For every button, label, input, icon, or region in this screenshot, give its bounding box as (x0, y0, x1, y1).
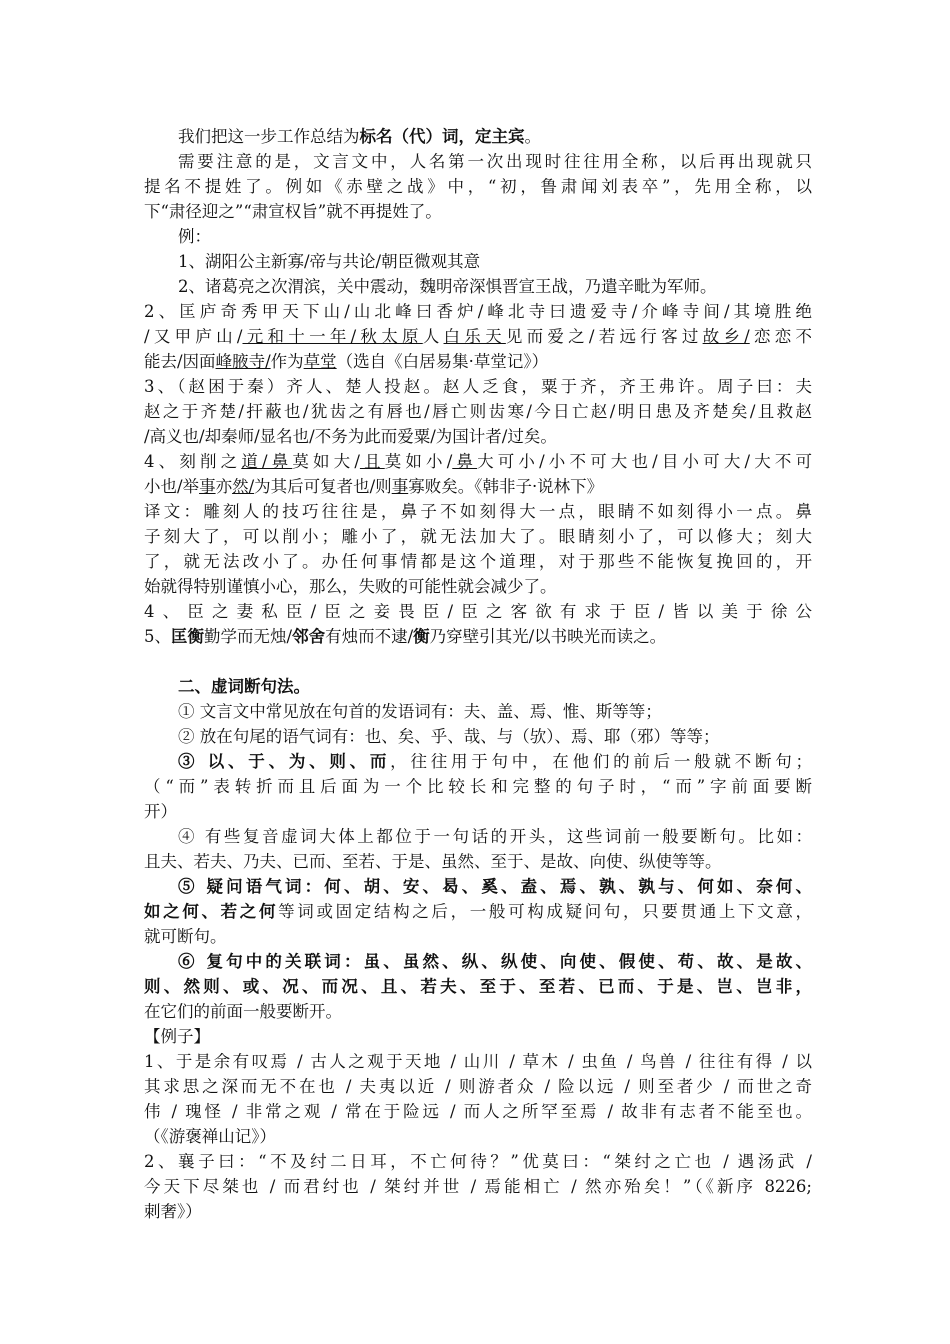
section-gap (144, 649, 812, 674)
translation-line: 译文：雕刻人的技巧往往是，鼻子不如刻得大一点，眼睛不如刻得小一点。鼻 (144, 502, 812, 521)
rule-3: ③ 以、于、为、则、而，往往用于句中，在他们的前后一般就不断句； (178, 752, 812, 771)
exercise-2-line: /又甲庐山/元和十一年/秋太原人白乐天见而爱之/若远行客过故乡/恋恋不 (144, 327, 813, 346)
translation-line: 了，就无法改小了。办任何事情都是这个道理，对于那些不能恢复挽回的，开 (144, 552, 812, 571)
example-passage-1: 伟 / 瑰怪 / 非常之观 / 常在于险远 / 而人之所罕至焉 / 故非有志者不能至也。 (144, 1102, 812, 1121)
exercise-3-line: 赵之于齐楚/扞蔽也/犹齿之有唇也/唇亡则齿寒/今日亡赵/明日患及齐楚矣/且救赵 (144, 402, 812, 421)
exercise-2-line: 能去/因面峰腋寺/作为草堂（选自《白居易集·草堂记》） (144, 352, 549, 371)
rule-3-line: 开） (144, 802, 177, 821)
rule-1: ① 文言文中常见放在句首的发语词有：夫、盖、焉、惟、斯等等； (178, 702, 662, 721)
section-heading: 二、虚词断句法。 (178, 677, 310, 696)
rule-5-line: 就可断句。 (144, 927, 227, 946)
rule-2: ② 放在句尾的语气词有：也、矣、乎、哉、与（欤）、焉、耶（邪）等等； (178, 727, 720, 746)
rule-4-line: 且夫、若夫、乃夫、已而、至若、于是、虽然、至于、是故、向使、纵使等等。 (144, 852, 722, 871)
rule-6: ⑥ 复句中的关联词：虽、虽然、纵、纵使、向使、假使、苟、故、是故、 (178, 952, 812, 971)
example-label: 例： (178, 227, 211, 246)
exercise-2-line: 2、匡庐奇秀甲天下山/山北峰曰香炉/峰北寺曰遗爱寺/介峰寺间/其境胜绝 (144, 302, 812, 321)
example-passage-2-source: 刺奢》） (144, 1202, 202, 1221)
rule-5-line: 如之何、若之何等词或固定结构之后，一般可构成疑问句，只要贯通上下文意， (144, 902, 813, 921)
rule-6-line: 在它们的前面一般要断开。 (144, 1002, 342, 1021)
summary-bold: 标名（代）词，定主宾 (359, 127, 525, 146)
rule-6-line: 则、然则、或、况、而况、且、若夫、至于、至若、已而、于是、岂、岂非， (144, 977, 812, 996)
exercise-4b: 4、臣之妻私臣/臣之妾畏臣/臣之客欲有求于臣/皆以美于徐公 (144, 602, 812, 621)
example-passage-2: 2、襄子曰：“不及纣二日耳，不亡何待？”优莫曰：“桀纣之亡也 / 遇汤武 / (144, 1152, 812, 1171)
exercise-5: 5、匡衡勤学而无烛/邻舍有烛而不逮/衡乃穿壁引其光/以书映光而读之。 (144, 627, 667, 646)
examples-label: 【例子】 (144, 1027, 210, 1046)
example-2: 2、诸葛亮之次渭滨，关中震动，魏明帝深惧晋宣王战，乃遣辛毗为军师。 (178, 277, 717, 296)
rule-3-line: （“而”表转折而且后面为一个比较长和完整的句子时，“而”字前面要断 (144, 777, 812, 796)
exercise-3-line: /高义也/却秦师/显名也/不务为此而爱粟/为国计者/过矣。 (144, 427, 557, 446)
translation-line: 子刻大了，可以削小；雕小了，就无法加大了。眼睛刻小了，可以修大；刻大 (144, 527, 812, 546)
exercise-3-line: 3、（赵困于秦）齐人、楚人投赵。赵人乏食，粟于齐，齐王弗许。周子曰：夫 (144, 377, 812, 396)
intro-summary: 我们把这一步工作总结为标名（代）词，定主宾。 (178, 127, 541, 146)
example-passage-2: 今天下尽桀也 / 而君纣也 / 桀纣并世 / 焉能相亡 / 然亦殆矣！”（《新序 8226; (144, 1177, 812, 1196)
example-passage-1: 1、于是余有叹焉 / 古人之观于天地 / 山川 / 草木 / 虫鱼 / 鸟兽 / 往往有得 / 以 (144, 1052, 812, 1071)
exercise-4-line: 小也/举事亦然/为其后可复者也/则事寡败矣。《韩非子·说林下》 (144, 477, 604, 496)
example-1: 1、湖阳公主新寡/帝与共论/朝臣微观其意 (178, 252, 481, 271)
translation-line: 始就得特别谨慎小心，那么，失败的可能性就会减少了。 (144, 577, 557, 596)
exercise-4-line: 4、刻削之道/鼻莫如大/且莫如小/鼻大可小/小不可大也/目小可大/大不可 (144, 452, 813, 471)
rule-5: ⑤ 疑问语气词：何、胡、安、曷、奚、盍、焉、孰、孰与、何如、奈何、 (178, 877, 812, 896)
intro-note-line: 需要注意的是，文言文中，人名第一次出现时往往用全称，以后再出现就只 (178, 152, 812, 171)
intro-note-line: 下“肃径迎之”“肃宣权旨”就不再提姓了。 (144, 202, 442, 221)
document-page (144, 124, 812, 1224)
example-passage-1: 其求思之深而无不在也 / 夫夷以近 / 则游者众 / 险以远 / 则至者少 / 而世之奇 (144, 1077, 812, 1096)
intro-note-line: 提名不提姓了。例如《赤壁之战》中，“初，鲁肃闻刘表卒”，先用全称，以 (144, 177, 812, 196)
example-passage-1-source: （《游褒禅山记》） (144, 1127, 276, 1146)
rule-4: ④ 有些复音虚词大体上都位于一句话的开头，这些词前一般要断句。比如： (178, 827, 812, 846)
